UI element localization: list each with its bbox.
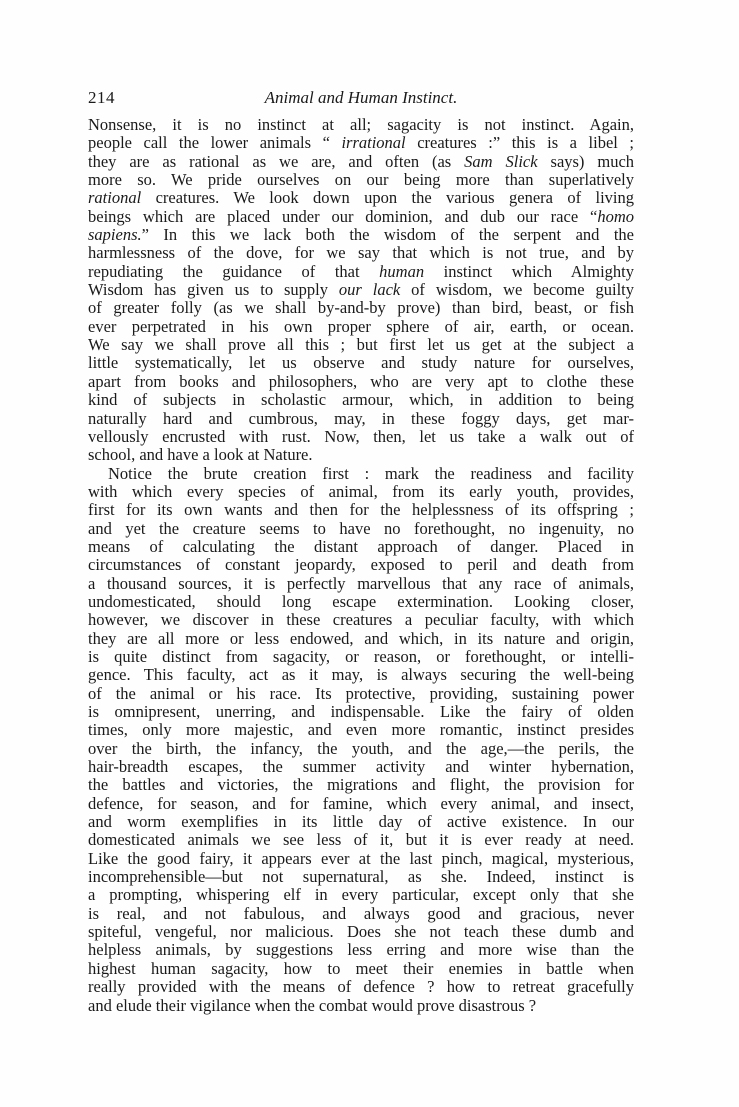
text-segment: of the animal or his race. Its protective, providing, sustaining power: [88, 683, 634, 703]
text-line: [88, 721, 634, 739]
text-line: [88, 776, 634, 794]
text-line: [88, 923, 634, 941]
italic-text: our lack: [338, 280, 401, 300]
text-line: [88, 703, 634, 721]
text-line: [88, 648, 634, 666]
text-segment: creatures :” this is a libel ;: [405, 133, 634, 153]
text-segment: people call the lower animals “: [88, 133, 342, 153]
text-line: [88, 941, 634, 959]
text-segment: circumstances of constant jeopardy, exposed to peril and death from: [88, 555, 634, 575]
text-segment: undomesticated, should long escape extermination. Looking closer,: [88, 591, 634, 611]
text-segment: a prompting, whispering elf in every particular, except only that she: [88, 885, 634, 905]
italic-text: sapiens.: [88, 225, 142, 245]
text-segment: gence. This faculty, act as it may, is always securing the well-being: [88, 665, 634, 685]
text-line: [88, 226, 634, 244]
italic-text: Sam Slick: [464, 151, 538, 171]
text-line: [88, 813, 634, 831]
text-segment: vellously encrusted with rust. Now, then, let us take a walk out of: [88, 426, 634, 446]
running-head: [88, 88, 634, 112]
text-segment: they are all more or less endowed, and which, in its nature and origin,: [88, 628, 634, 648]
text-segment: first for its own wants and then for the helplessness of its offspring ;: [88, 500, 634, 520]
text-segment: Wisdom has given us to supply: [88, 280, 339, 300]
page-number: 214: [88, 88, 115, 107]
text-line: [88, 831, 634, 849]
text-line: [88, 666, 634, 684]
text-line: [88, 978, 634, 996]
text-line: [88, 299, 634, 317]
text-segment: ” In this we lack both the wisdom of the serpent and the: [141, 225, 634, 245]
text-line: [88, 520, 634, 538]
text-line: [88, 593, 634, 611]
text-line: [88, 428, 634, 446]
text-line: [88, 446, 634, 464]
text-line: [88, 795, 634, 813]
text-segment: means of calculating the distant approach of danger. Placed in: [88, 536, 634, 556]
text-line: [88, 575, 634, 593]
text-segment: more so. We pride ourselves on our being more than superlatively: [88, 170, 634, 190]
paragraph: [88, 465, 634, 1015]
text-segment: with which every species of animal, from its early youth, provides,: [88, 481, 634, 501]
text-segment: school, and have a look at Nature.: [88, 445, 313, 465]
text-segment: is quite distinct from sagacity, or reason, or forethought, or intelli-: [88, 646, 634, 666]
text-segment: hair-breadth escapes, the summer activity and winter hybernation,: [88, 757, 634, 777]
text-segment: naturally hard and cumbrous, may, in these foggy days, get mar-: [88, 408, 634, 428]
text-segment: the battles and victories, the migrations and flight, the provision for: [88, 775, 634, 795]
text-segment: spiteful, vengeful, nor malicious. Does she not teach these dumb and: [88, 922, 634, 942]
text-line: [88, 886, 634, 904]
text-segment: and worm exemplifies in its little day of active existence. In our: [88, 812, 634, 832]
text-line: [88, 171, 634, 189]
text-segment: defence, for season, and for famine, which every animal, and insect,: [88, 793, 634, 813]
text-segment: little systematically, let us observe and study nature for ourselves,: [88, 353, 634, 373]
text-line: [88, 373, 634, 391]
text-segment: of greater folly (as we shall by-and-by prove) than bird, beast, or fish: [88, 298, 634, 318]
text-line: [88, 758, 634, 776]
text-line: [88, 740, 634, 758]
text-segment: incomprehensible—but not supernatural, as she. Indeed, instinct is: [88, 867, 634, 887]
text-line: [88, 336, 634, 354]
book-page: [88, 88, 634, 1015]
text-line: [88, 116, 634, 134]
text-segment: Like the good fairy, it appears ever at the last pinch, magical, mysterious,: [88, 848, 634, 868]
text-line: [88, 189, 634, 207]
text-line: [88, 538, 634, 556]
text-line: [88, 630, 634, 648]
text-line: [88, 997, 634, 1015]
text-segment: harmlessness of the dove, for we say that which is not true, and by: [88, 243, 634, 263]
running-title: Animal and Human Instinct.: [264, 88, 458, 107]
italic-text: homo: [597, 206, 634, 226]
text-line: [88, 134, 634, 152]
italic-text: rational: [88, 188, 142, 208]
text-segment: domesticated animals we see less of it, but it is ever ready at need.: [88, 830, 634, 850]
text-line: [88, 483, 634, 501]
text-line: [88, 905, 634, 923]
body-text: [88, 116, 634, 1015]
paragraph: [88, 116, 634, 465]
text-segment: instinct which Almighty: [424, 261, 635, 281]
text-segment: beings which are placed under our dominion, and dub our race “: [88, 206, 598, 226]
text-segment: is real, and not fabulous, and always good and gracious, never: [88, 903, 634, 923]
text-line: [88, 611, 634, 629]
text-segment: says) much: [537, 151, 635, 171]
text-line: [88, 556, 634, 574]
text-segment: kind of subjects in scholastic armour, which, in addition to being: [88, 390, 634, 410]
text-line: [88, 281, 634, 299]
text-segment: creatures. We look down upon the various genera of living: [141, 188, 634, 208]
text-segment: really provided with the means of defence ? how to retreat gracefully: [88, 977, 634, 997]
text-segment: apart from books and philosophers, who are very apt to clothe these: [88, 371, 634, 391]
text-segment: of wisdom, we become guilty: [400, 280, 635, 300]
text-segment: is omnipresent, unerring, and indispensable. Like the fairy of olden: [88, 702, 634, 721]
text-segment: times, only more majestic, and even more romantic, instinct presides: [88, 720, 634, 740]
text-segment: helpless animals, by suggestions less erring and more wise than the: [88, 940, 634, 960]
italic-text: human: [379, 261, 425, 281]
text-segment: We say we shall prove all this ; but first let us get at the subject a: [88, 335, 634, 355]
text-segment: and yet the creature seems to have no forethought, no ingenuity, no: [88, 518, 634, 538]
text-segment: and elude their vigilance when the combat would prove disastrous ?: [88, 995, 537, 1015]
text-segment: they are as rational as we are, and often (as: [88, 151, 465, 171]
text-line: [88, 410, 634, 428]
text-line: [88, 465, 634, 483]
text-line: [88, 208, 634, 226]
text-segment: Nonsense, it is no instinct at all; sagacity is not instinct. Again,: [88, 115, 634, 134]
text-segment: ever perpetrated in his own proper sphere of air, earth, or ocean.: [88, 316, 634, 336]
text-line: [88, 850, 634, 868]
text-line: [88, 263, 634, 281]
text-line: [88, 153, 634, 171]
text-line: [88, 244, 634, 262]
italic-text: irrational: [341, 133, 406, 153]
text-segment: however, we discover in these creatures a peculiar faculty, with which: [88, 610, 634, 630]
text-segment: highest human sagacity, how to meet their enemies in battle when: [88, 958, 634, 978]
text-line: [88, 391, 634, 409]
text-line: [88, 685, 634, 703]
text-line: [88, 318, 634, 336]
text-segment: a thousand sources, it is perfectly marvellous that any race of animals,: [88, 573, 634, 593]
text-segment: repudiating the guidance of that: [88, 261, 380, 281]
text-line: [88, 354, 634, 372]
text-line: [88, 960, 634, 978]
text-segment: over the birth, the infancy, the youth, and the age,—the perils, the: [88, 738, 634, 758]
text-line: [88, 868, 634, 886]
text-line: [88, 501, 634, 519]
text-segment: Notice the brute creation first : mark the readiness and facility: [108, 463, 634, 483]
